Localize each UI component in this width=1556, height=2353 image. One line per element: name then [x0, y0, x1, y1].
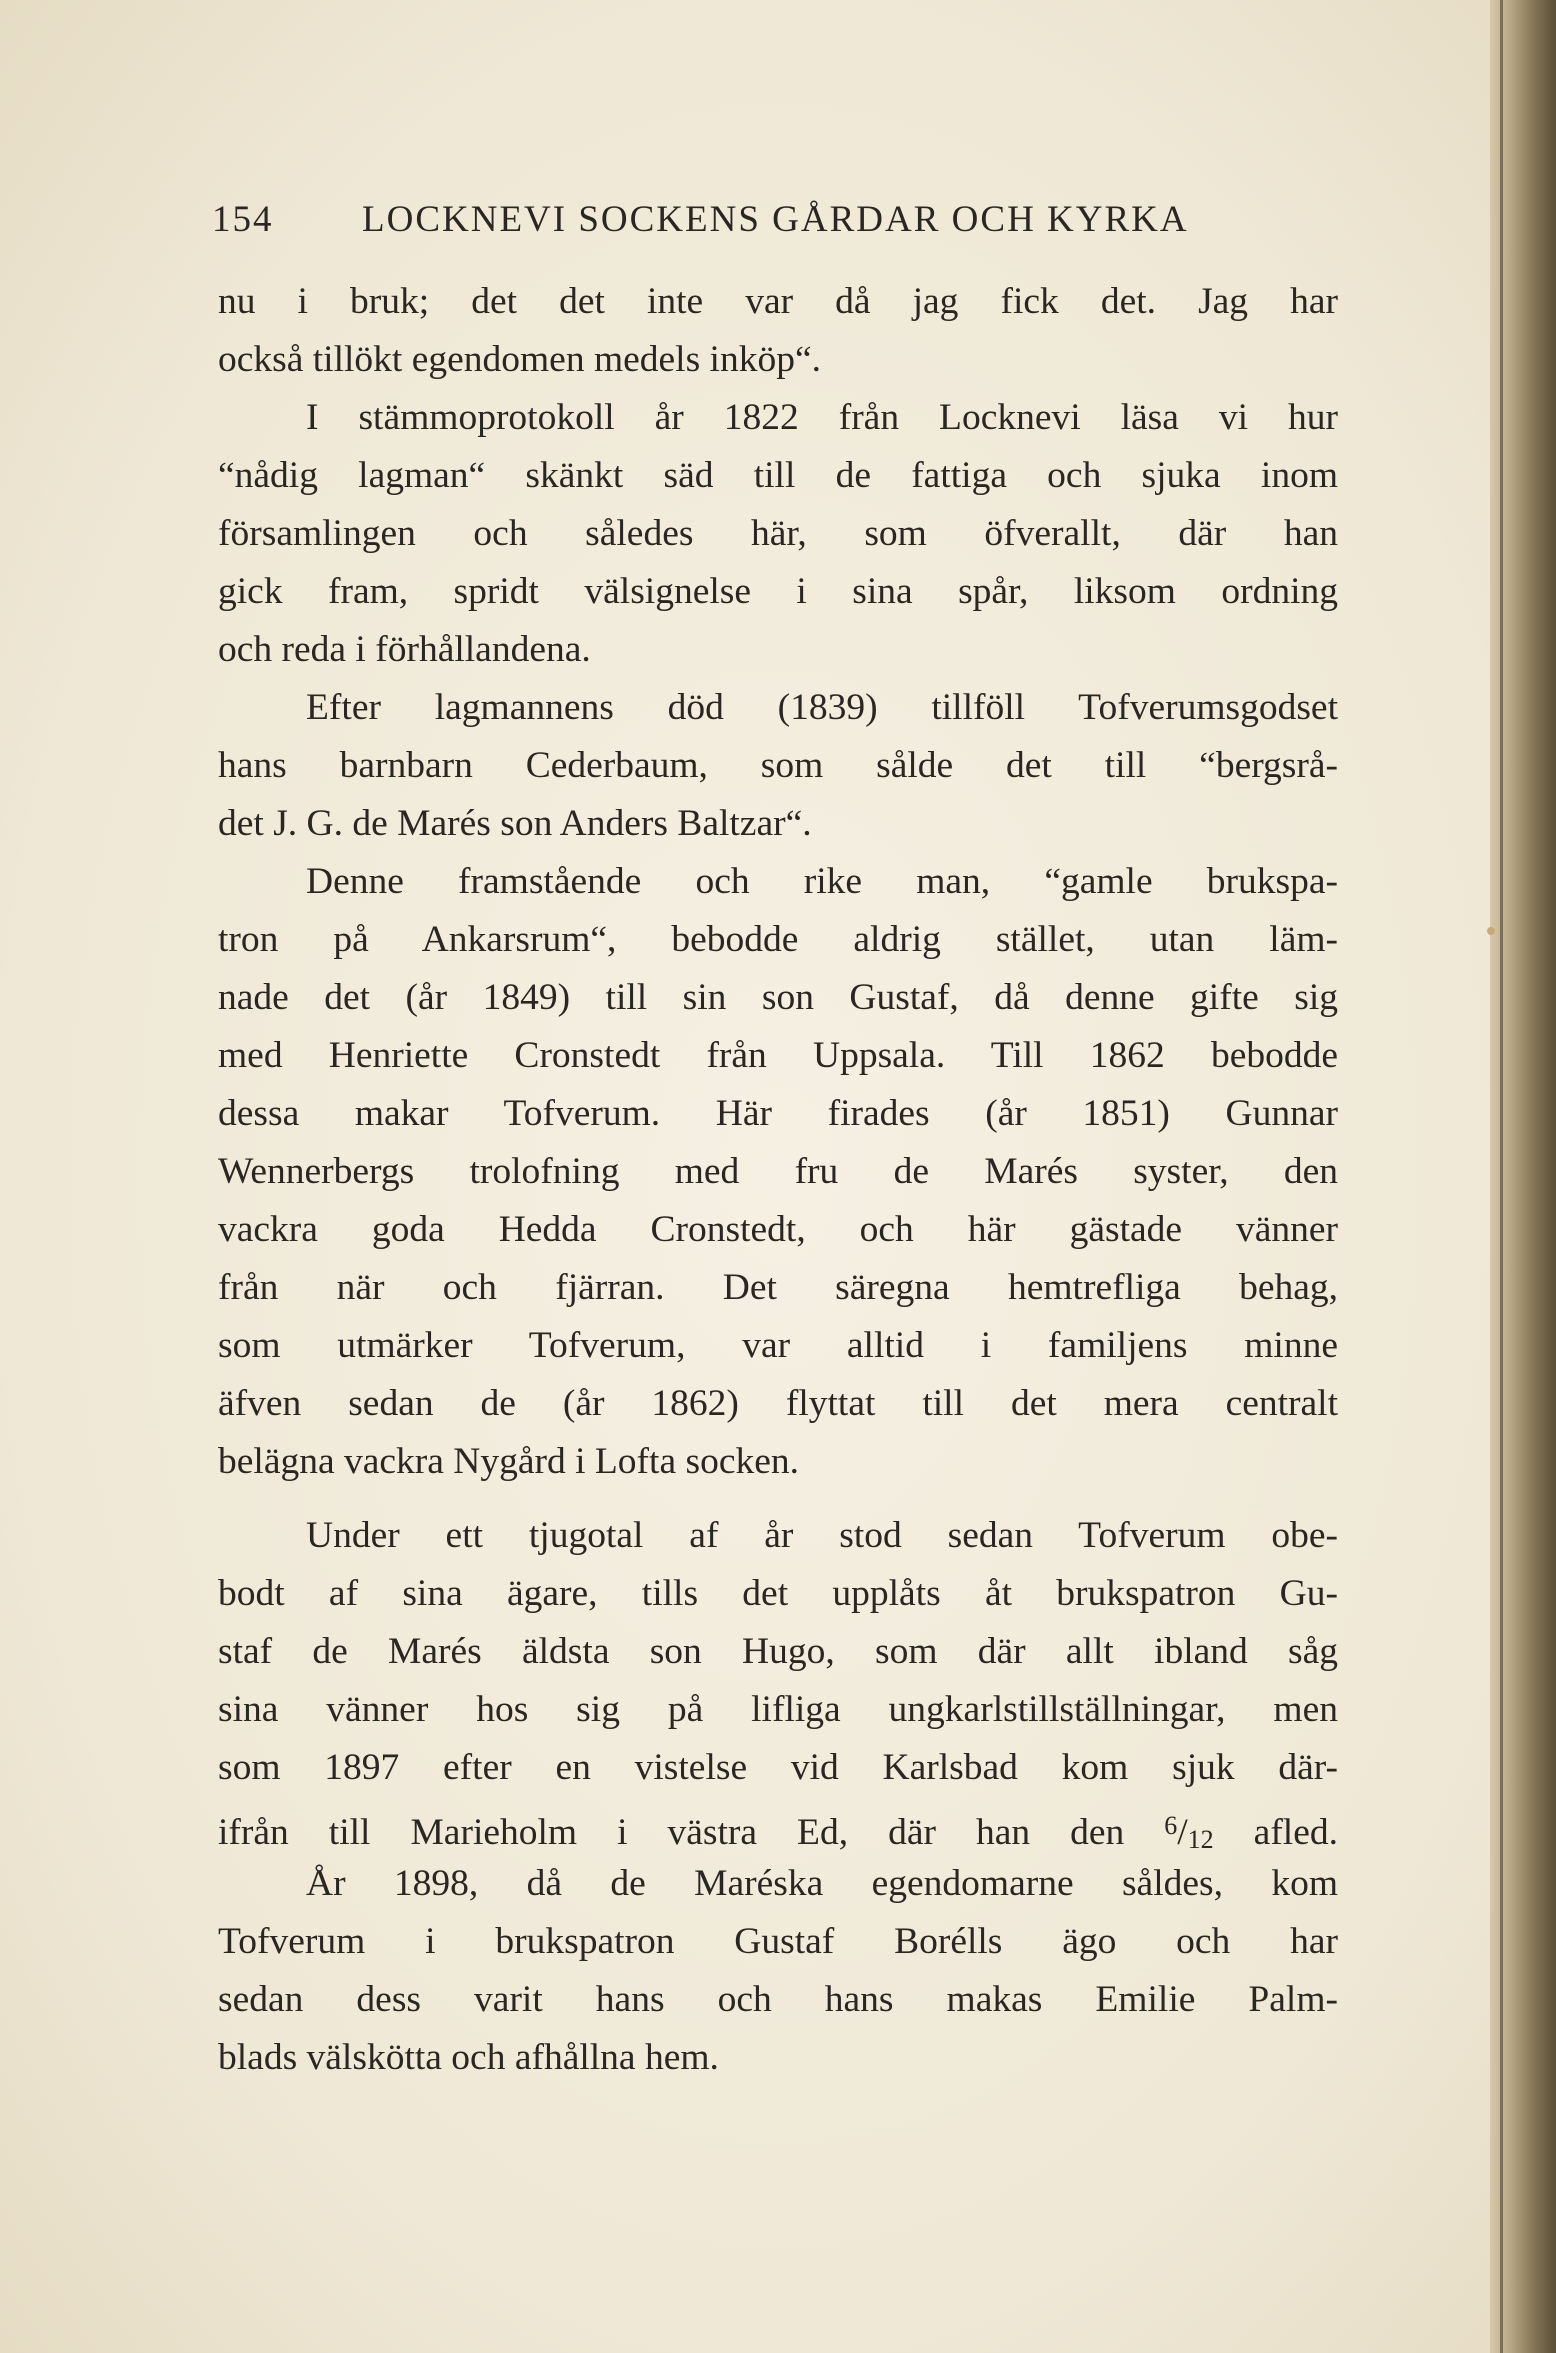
text-line: sedan dess varit hans och hans makas Emilie Palm-: [218, 1979, 1338, 2020]
text-line: det J. G. de Marés son Anders Baltzar“.: [218, 803, 812, 844]
text-line: “nådig lagman“ skänkt säd till de fattiga och sjuka inom: [218, 455, 1338, 496]
running-header: [212, 198, 1332, 248]
text-line: Tofverum i brukspatron Gustaf Borélls ägo och har: [218, 1921, 1338, 1962]
text-line: hans barnbarn Cederbaum, som sålde det till “bergsrå-: [218, 745, 1338, 786]
text-line: Under ett tjugotal af år stod sedan Tofverum obe-: [306, 1515, 1338, 1556]
text-line: församlingen och således här, som öfverallt, där han: [218, 513, 1338, 554]
text-line: som utmärker Tofverum, var alltid i familjens minne: [218, 1325, 1338, 1366]
text-line: tron på Ankarsrum“, bebodde aldrig stället, utan läm-: [218, 919, 1338, 960]
binding-line: [1500, 0, 1503, 2353]
text-line: med Henriette Cronstedt från Uppsala. Till 1862 bebodde: [218, 1035, 1338, 1076]
text-line: gick fram, spridt välsignelse i sina spår, liksom ordning: [218, 571, 1338, 612]
running-title: LOCKNEVI SOCKENS GÅRDAR OCH KYRKA: [362, 199, 1189, 240]
text-line: bodt af sina ägare, tills det upplåts åt brukspatron Gu-: [218, 1573, 1338, 1614]
text-line: nade det (år 1849) till sin son Gustaf, då denne gifte sig: [218, 977, 1338, 1018]
text-line: och reda i förhållandena.: [218, 629, 591, 670]
text-line: Wennerbergs trolofning med fru de Marés syster, den: [218, 1151, 1338, 1192]
text-line-with-fraction: [218, 1800, 1338, 1852]
text-line: Efter lagmannens död (1839) tillföll Tofverumsgodset: [306, 687, 1338, 728]
text-line: som 1897 efter en vistelse vid Karlsbad kom sjuk där-: [218, 1747, 1338, 1788]
page-number: 154: [212, 199, 274, 240]
text-line: dessa makar Tofverum. Här firades (år 1851) Gunnar: [218, 1093, 1338, 1134]
text-line: blads välskötta och afhållna hem.: [218, 2037, 719, 2078]
fraction-numerator: 6: [1164, 1811, 1178, 1840]
text-segment: afled.: [1253, 1812, 1338, 1853]
text-line: belägna vackra Nygård i Lofta socken.: [218, 1441, 799, 1482]
text-line: äfven sedan de (år 1862) flyttat till det mera centralt: [218, 1383, 1338, 1424]
text-line: I stämmoprotokoll år 1822 från Locknevi läsa vi hur: [306, 397, 1338, 438]
text-line: Denne framstående och rike man, “gamle brukspa-: [306, 861, 1338, 902]
text-line: också tillökt egendomen medels inköp“.: [218, 339, 821, 380]
text-line: sina vänner hos sig på lifliga ungkarlstillställningar, men: [218, 1689, 1338, 1730]
text-line: År 1898, då de Maréska egendomarne såldes, kom: [306, 1863, 1338, 1904]
fraction-denominator: 12: [1187, 1825, 1214, 1854]
paper-speck: [1487, 927, 1495, 935]
text-line: staf de Marés äldsta son Hugo, som där allt ibland såg: [218, 1631, 1338, 1672]
text-segment: ifrån till Marieholm i västra Ed, där han den: [218, 1812, 1125, 1853]
fraction-separator: /: [1177, 1812, 1188, 1853]
text-line: nu i bruk; det det inte var då jag fick det. Jag har: [218, 281, 1338, 322]
text-line: från när och fjärran. Det säregna hemtrefliga behag,: [218, 1267, 1338, 1308]
text-line: vackra goda Hedda Cronstedt, och här gästade vänner: [218, 1209, 1338, 1250]
